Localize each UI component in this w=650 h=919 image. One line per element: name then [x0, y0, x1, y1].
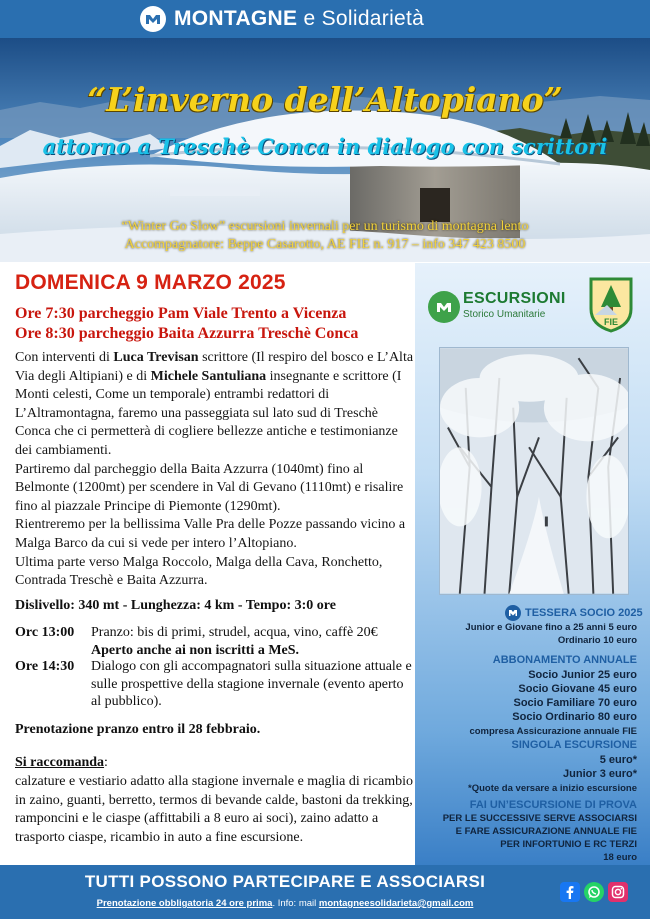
schedule-description	[91, 624, 413, 659]
booking-note: Prenotazione obbligatoria 24 ore prima	[96, 898, 273, 909]
escursioni-logo-icon	[428, 291, 460, 323]
lunch-booking-deadline: Prenotazione pranzo entro il 28 febbraio.	[15, 722, 261, 737]
schedule-time: Ore 14:30	[15, 659, 75, 674]
brand	[140, 6, 424, 32]
singola-note: *Quote da versare a inizio escursione	[468, 783, 637, 794]
montagne-m-logo-icon	[140, 6, 166, 32]
route-text: Partiremo dal parcheggio della Baita Azzurra (1040mt) fino al Belmonte (1200mt) per scendere in Val di Gevano (1110mt) e risalire fino al piazzale Principe di Piemonte (1290mt).	[15, 461, 404, 514]
recommendations-heading	[15, 755, 104, 771]
speaker-name: Luca Trevisan	[113, 350, 199, 365]
meeting-point-vicenza: Ore 7:30 parcheggio Pam Viale Trento a Vicenza	[15, 305, 347, 322]
brand-name	[174, 7, 424, 31]
tagline: “Winter Go Slow” escursioni invernali per un turismo di montagna lento	[121, 219, 529, 234]
contact-email-link[interactable]: montagneesolidarieta@gmail.com	[318, 898, 474, 909]
recommendations-text: calzature e vestiario adatto alla stagione invernale e maglia di ricambio in zaino, guanti, berretto, termos di bevande calde, bastoni da trekking, ramponcini e le ciaspe (affittabili a 8 euro ai soci), zaino adatto a trasporto ciaspe, ricambio in auto a fine escursione.	[15, 774, 414, 845]
hero-banner	[0, 38, 650, 262]
schedule-time: Orc 13:00	[15, 625, 75, 640]
facebook-icon[interactable]	[560, 882, 580, 902]
brand-name-rest: Solidarietà	[321, 7, 425, 30]
prova-line: E FARE ASSICURAZIONE ANNUALE FIE	[455, 826, 637, 837]
prova-price: 18 euro	[603, 852, 637, 863]
tessera-line: Ordinario 10 euro	[557, 635, 637, 646]
route-text: Ultima parte verso Malga Roccolo, Malga della Cava, Ronchetto, Contrada Treschè e Baita Azzurra.	[15, 554, 383, 589]
schedule-note: Aperto anche ai non iscritti a MeS.	[91, 642, 300, 658]
recommendations-label: Si raccomanda	[15, 755, 105, 770]
footer	[0, 865, 650, 919]
fie-shield-icon	[587, 275, 635, 333]
abbonamento-line: Socio Giovane 45 euro	[518, 683, 637, 695]
info-label: . Info: mail	[272, 898, 319, 909]
abbonamento-line: Socio Junior 25 euro	[528, 669, 637, 681]
singola-title: SINGOLA ESCURSIONE	[511, 739, 637, 751]
prova-line: PER LE SUCCESSIVE SERVE ASSOCIARSI	[442, 813, 637, 824]
route-text: Rientreremo per la bellissima Valle Pra delle Pozze passando vicino a Malga Barco da cui si vede per intero l’Altopiano.	[15, 517, 406, 551]
info-panel	[415, 263, 650, 865]
instagram-icon[interactable]	[608, 882, 628, 902]
event-title: “L’inverno dell’Altopiano”	[87, 80, 563, 119]
tessera-logo-icon	[505, 605, 521, 621]
snowy-forest-photo	[439, 347, 629, 595]
intro-text: Con interventi di	[15, 350, 114, 365]
guide-contact: Accompagnatore: Beppe Casarotto, AE FIE n. 917 – info 347 423 8500	[124, 237, 526, 252]
abbonamento-title: ABBONAMENTO ANNUALE	[492, 654, 637, 666]
event-date: DOMENICA 9 MARZO 2025	[15, 271, 286, 294]
tessera-title: TESSERA SOCIO 2025	[525, 607, 643, 619]
brand-name-bold: MONTAGNE	[174, 7, 298, 30]
singola-line: Junior 3 euro*	[563, 768, 637, 780]
whatsapp-icon[interactable]	[584, 882, 604, 902]
recommendations-colon: :	[104, 755, 108, 770]
schedule-description: Dialogo con gli accompagnatori sulla situazione attuale e sulle prospettive della stagione invernale (evento aperto al pubblico).	[91, 659, 412, 709]
abbonamento-line: Socio Familiare 70 euro	[513, 697, 637, 709]
abbonamento-line: Socio Ordinario 80 euro	[512, 711, 637, 723]
singola-line: 5 euro*	[599, 754, 637, 766]
escursioni-subtitle: Storico Umanitarie	[463, 309, 546, 320]
top-banner	[0, 0, 650, 38]
brand-name-e: e	[303, 7, 316, 30]
meeting-point-tresche: Ore 8:30 parcheggio Baita Azzurra Treschè Conca	[15, 325, 359, 342]
prova-line: PER INFORTUNIO E RC TERZI	[500, 839, 637, 850]
footer-title: TUTTI POSSONO PARTECIPARE E ASSOCIARSI	[84, 872, 486, 891]
event-description	[15, 349, 415, 591]
schedule-text: Pranzo: bis di primi, strudel, acqua, vino, caffè 20€	[91, 625, 378, 640]
prova-title: FAI UN’ESCURSIONE DI PROVA	[469, 799, 637, 811]
footer-info	[0, 898, 570, 909]
fie-label: FIE	[603, 317, 619, 327]
intro-text: scrittore (Il respiro del bosco e L’Alta Via degli Altipiani) e di	[15, 350, 414, 384]
intro-text: insegnante e scrittore (I Monti celesti, Come un temporale) entrambi redattori di L’Altramontagna, faremo una passeggiata sul lato sud di Treschè Conca che ci permetterà di cogliere bellezze antiche e testimonianze dei cambiamenti.	[15, 368, 402, 458]
tessera-line: Junior e Giovane fino a 25 anni 5 euro	[465, 622, 637, 633]
speaker-name: Michele Santuliana	[150, 368, 267, 384]
abbonamento-note: compresa Assicurazione annuale FIE	[469, 726, 637, 737]
event-subtitle: attorno a Treschè Conca in dialogo con scrittori	[42, 134, 608, 159]
escursioni-title: ESCURSIONI	[463, 290, 566, 307]
hike-stats: Dislivello: 340 mt - Lunghezza: 4 km - Tempo: 3:0 ore	[15, 598, 336, 613]
